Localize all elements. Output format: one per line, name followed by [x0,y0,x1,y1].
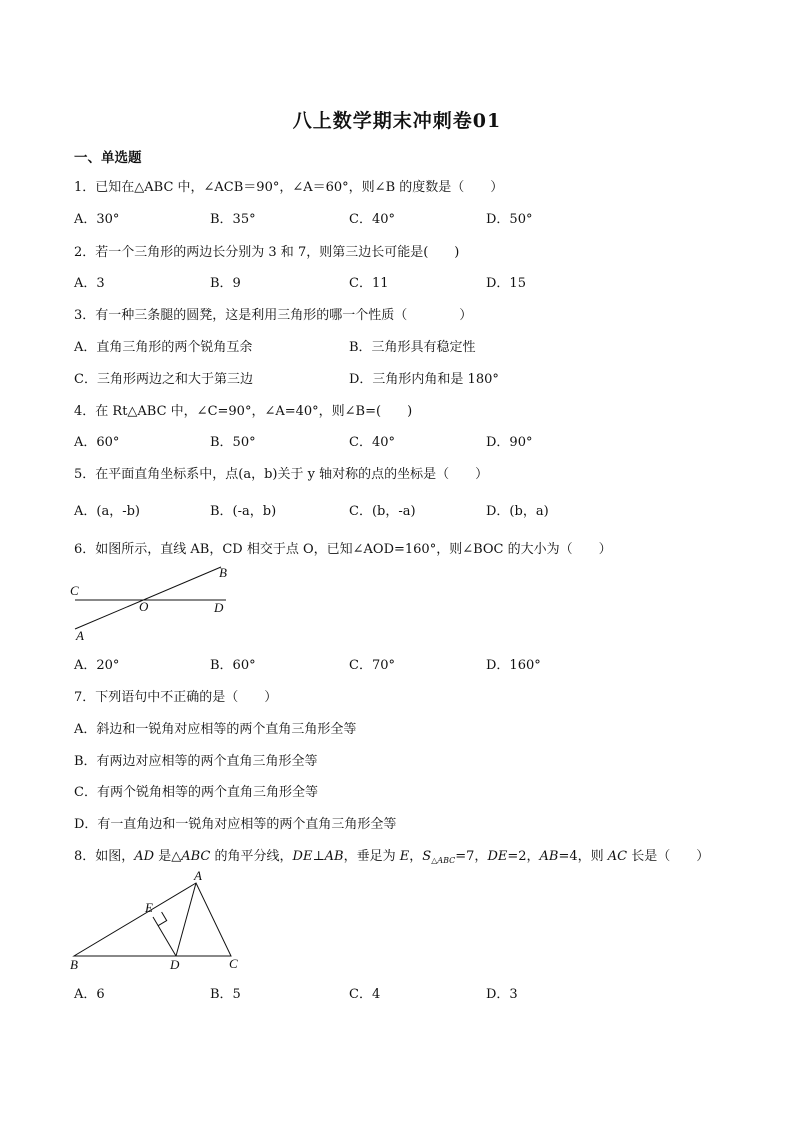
label-d: D [214,600,224,615]
q7-option-c: C．有两个锐角相等的两个直角三角形全等 [74,785,318,800]
q6-option-b: B．60° [210,658,256,673]
label-b: B [219,565,227,580]
q3-option-a: A．直角三角形的两个锐角互余 [74,340,253,355]
q1-option-b: B．35° [210,212,256,227]
q8-text: ，垂足为 [343,849,400,864]
q8-var: DE [487,849,508,864]
q5-option-a: A．(a，-b) [74,504,140,519]
q5-option-b: B．(-a，b) [210,504,277,519]
q7-option-a: A．斜边和一锐角对应相等的两个直角三角形全等 [74,722,357,737]
q3-option-d: D．三角形内角和是 180° [349,372,499,387]
q7-option-d: D．有一直角边和一锐角对应相等的两个直角三角形全等 [74,817,397,832]
q8-text: =2， [507,849,540,864]
q8-var: AB [539,849,559,864]
label-c: C [229,956,238,971]
q1-option-c: C．40° [349,212,395,227]
q8-text: 是△ [154,849,182,864]
q8-text: 8．如图， [74,849,135,864]
q8-var: E [399,849,410,864]
question-7-stem: 7．下列语句中不正确的是（ ） [74,690,278,705]
q2-option-a: A．3 [74,276,105,291]
q8-area-subscript: △ABC [431,856,456,865]
q3-option-b: B．三角形具有稳定性 [349,340,476,355]
q7-option-b: B．有两边对应相等的两个直角三角形全等 [74,754,318,769]
q5-option-c: C．(b，-a) [349,504,416,519]
label-e: E [145,900,153,915]
q8-text: 长是（ ） [627,849,710,864]
q4-option-c: C．40° [349,435,395,450]
label-o: O [139,599,149,614]
q1-option-d: D．50° [486,212,533,227]
q8-text: 的角平分线， [210,849,293,864]
question-8-stem [74,845,709,865]
q8-text: =4，则 [558,849,608,864]
question-3-stem: 3．有一种三条腿的圆凳，这是利用三角形的哪一个性质（ ） [74,308,473,323]
q8-var: AC [607,849,628,864]
q8-option-a: A．6 [74,987,105,1002]
q8-option-b: B．5 [210,987,241,1002]
q4-option-a: A．60° [74,435,120,450]
q1-option-a: A．30° [74,212,120,227]
q3-option-c: C．三角形两边之和大于第三边 [74,372,253,387]
q4-option-d: D．90° [486,435,533,450]
q8-text: =7， [455,849,488,864]
q8-text: ⊥ [312,849,325,864]
q8-var: AD [134,849,155,864]
q6-option-a: A．20° [74,658,120,673]
question-1-stem: 1．已知在△ABC 中，∠ACB＝90°，∠A＝60°，则∠B 的度数是（ ） [74,180,504,195]
q2-option-b: B．9 [210,276,241,291]
line-ab [75,567,221,629]
q5-option-d: D．(b，a) [486,504,549,519]
section-heading: 一、单选题 [74,150,142,166]
question-6-stem: 6．如图所示，直线 AB，CD 相交于点 O，已知∠AOD=160°，则∠BOC 的大小为（ ） [74,542,612,557]
q8-option-d: D．3 [486,987,518,1002]
q2-option-c: C．11 [349,276,389,291]
label-d: D [170,957,180,972]
right-angle-mark [158,912,167,926]
q2-option-d: D．15 [486,276,526,291]
q6-figure [66,560,246,646]
label-a: A [194,868,202,883]
label-a: A [76,628,84,643]
q8-text: ， [409,849,423,864]
q8-var: ABC [181,849,211,864]
question-5-stem: 5．在平面直角坐标系中，点(a，b)关于 y 轴对称的点的坐标是（ ） [74,467,489,482]
q8-figure [66,868,256,974]
q4-option-b: B．50° [210,435,256,450]
q6-option-c: C．70° [349,658,395,673]
q8-area-symbol: S [422,849,432,864]
question-4-stem: 4．在 Rt△ABC 中，∠C=90°，∠A=40°，则∠B=( ) [74,404,413,419]
page-title: 八上数学期末冲刺卷01 [292,110,502,132]
q8-option-c: C．4 [349,987,381,1002]
label-c: C [70,583,79,598]
segment-de [153,917,176,956]
segment-ad [176,883,196,956]
label-b: B [70,957,78,972]
q8-var: AB [324,849,344,864]
question-2-stem: 2．若一个三角形的两边长分别为 3 和 7，则第三边长可能是( ) [74,245,460,260]
q8-var: DE [292,849,313,864]
triangle-abc [74,883,231,956]
q6-option-d: D．160° [486,658,541,673]
